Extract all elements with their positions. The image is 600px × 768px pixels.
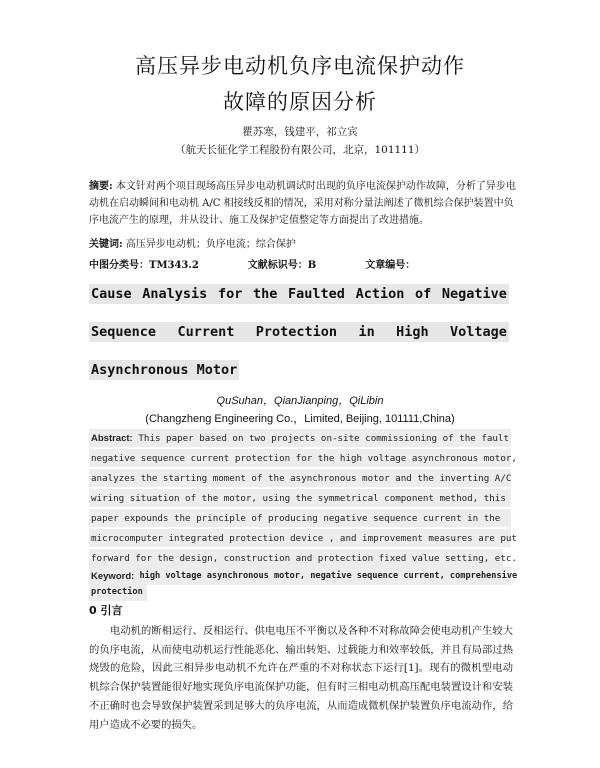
affiliation-cn: （航天长征化学工程股份有限公司，北京，101111） bbox=[174, 144, 426, 156]
section-heading: 0 引言 bbox=[89, 604, 123, 617]
keywords-cn bbox=[89, 235, 296, 250]
keywords-cn-text: 高压异步电动机；负序电流；综合保护 bbox=[125, 239, 296, 250]
abstract-en-line: forward for the design, construction and protection fixed value setting, etc. bbox=[89, 549, 503, 567]
keywords-en-line1 bbox=[89, 567, 518, 585]
title-en-line2 bbox=[89, 322, 509, 342]
abstract-en-line: paper expounds the principle of producing negative sequence current in the bbox=[89, 509, 511, 527]
title-en-word: Sequence bbox=[91, 324, 157, 340]
title-en-word: in bbox=[358, 324, 375, 340]
title-en-word: Current bbox=[177, 324, 235, 340]
title-en-word: Protection bbox=[255, 324, 338, 340]
authors-cn: 瞿苏寒，钱建平，祁立宾 bbox=[242, 126, 358, 138]
classification-line bbox=[89, 256, 415, 271]
abstract-en-line: microcomputer integrated protection device , and improvement measures are put bbox=[89, 529, 511, 547]
affiliation-en: (Changzheng Engineering Co.，Limited, Beijing, 101111,China) bbox=[145, 413, 455, 425]
title-en-line3: Asynchronous Motor bbox=[91, 362, 238, 378]
clc-value: TM343.2 bbox=[149, 260, 199, 271]
title-cn-line1: 高压异步电动机负序电流保护动作 bbox=[135, 54, 465, 78]
article-number-label: 文章编号： bbox=[365, 260, 416, 271]
abstract-en-line: negative sequence current protection for the high voltage asynchronous motor, bbox=[89, 449, 511, 467]
doc-code-label: 文献标识号： bbox=[247, 260, 308, 271]
keywords-cn-label: 关键词: bbox=[89, 239, 123, 250]
abstract-en-line: wiring situation of the motor, using the symmetrical component method, this bbox=[89, 489, 511, 507]
doc-code-value: B bbox=[307, 260, 317, 271]
title-en-word: of bbox=[414, 286, 432, 302]
abstract-cn-text: 本文针对两个项目现场高压异步电动机调试时出现的负序电流保护动作故障，分析了异步电动机在启动瞬间和电动机 A/C 相接线反相的情况，采用对称分量法阐述了微机综合保护装置中负序电流产生的原理，并从设计、施工及保护定值整定等方面提出了改进措施。 bbox=[89, 181, 516, 226]
title-en-word: Cause bbox=[91, 286, 132, 302]
title-en-word: Negative bbox=[441, 286, 507, 302]
abstract-en-line-text: This paper based on two projects on-site commissioning of the fault bbox=[138, 432, 509, 444]
section-paragraph: 电动机的断相运行、反相运行、供电电压不平衡以及各种不对称故障会使电动机产生较大的负序电流，从而使电动机运行性能恶化、输出转矩、过载能力和效率较低，并且有局部过热烧毁的危险，因此三相异步电动机不允许在严重的不对称状态下运行[1]。现有的微机型电动机综合保护装置能很好地实现负序电流保护功能，但有时三相电动机高压配电装置设计和安装不正确时也会导致保护装置采到足够大的负序电流，从而造成微机保护装置负序电流动作，给用户造成不必要的损失。 bbox=[89, 625, 513, 731]
abstract-en-label: Abstract: bbox=[91, 432, 133, 444]
abstract-en-line: analyzes the starting moment of the asynchronous motor and the inverting A/C bbox=[89, 469, 511, 487]
clc-label: 中图分类号： bbox=[89, 260, 149, 271]
authors-en: QuSuhan，QianJianping，QiLibin bbox=[216, 395, 384, 407]
keywords-en-line2: protection bbox=[89, 583, 147, 601]
title-en-word: Action bbox=[355, 286, 405, 302]
title-en-word: Voltage bbox=[450, 324, 507, 340]
abstract-en-line bbox=[89, 429, 511, 447]
title-en-word: High bbox=[396, 324, 429, 340]
keywords-en-label: Keyword: bbox=[91, 570, 135, 582]
abstract-cn-label: 摘要: bbox=[89, 181, 113, 192]
title-en-word: for bbox=[217, 286, 243, 302]
title-en-word: Faulted bbox=[288, 286, 345, 302]
title-en-word: Analysis bbox=[142, 286, 208, 302]
abstract-cn bbox=[89, 178, 517, 229]
title-cn-line2: 故障的原因分析 bbox=[223, 90, 377, 114]
title-en-word: the bbox=[252, 286, 278, 302]
title-en-line1 bbox=[89, 284, 509, 304]
keywords-en-text: high voltage asynchronous motor, negative sequence current, comprehensive bbox=[139, 571, 518, 581]
